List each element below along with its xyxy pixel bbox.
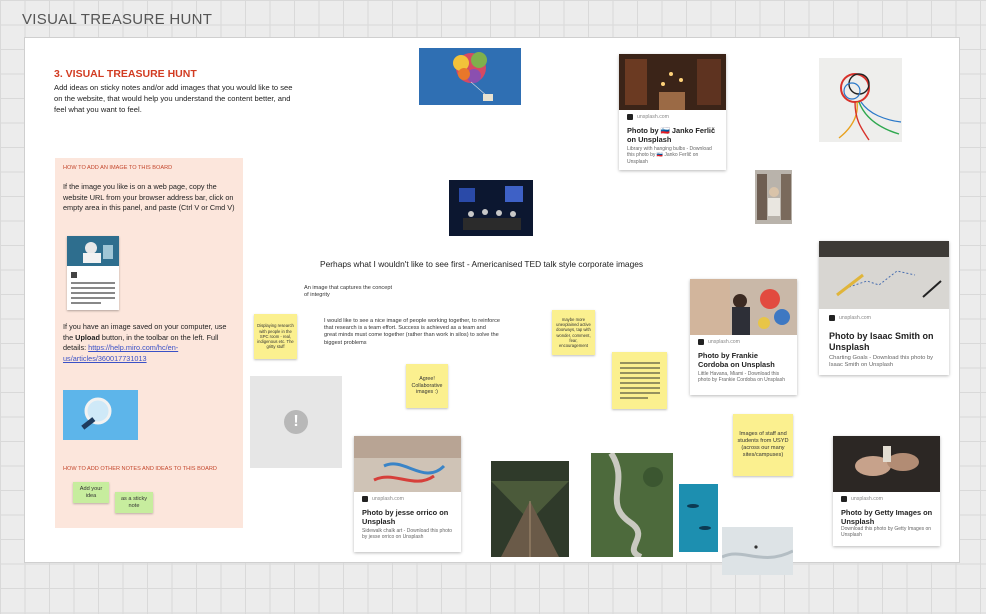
card-title: Photo by Isaac Smith on Unsplash — [829, 331, 934, 352]
example-sticky-add-idea[interactable]: Add your idea — [73, 482, 109, 503]
card-source: unsplash.com — [829, 315, 871, 321]
board-title: VISUAL TREASURE HUNT — [22, 11, 213, 28]
student-library-image[interactable] — [755, 170, 792, 224]
link-card-isaac-smith[interactable] — [819, 241, 949, 375]
panel-heading-add-notes: HOW TO ADD OTHER NOTES AND IDEAS TO THIS BOARD — [63, 466, 217, 472]
hands-image — [833, 436, 940, 492]
card-source: unsplash.com — [841, 496, 883, 502]
link-card-jesse-orrico[interactable] — [354, 436, 461, 552]
panel-text-copy-url: If the image you like is on a web page, copy the website URL from your browser address bar, click on empty area in this panel, and paste (Ctrl V or Cmd V) — [63, 182, 235, 213]
panel-heading-add-image: HOW TO ADD AN IMAGE TO THIS BOARD — [63, 165, 173, 171]
card-description: Little Havana, Miami - Download this photo by Frankie Cordoba on Unsplash — [698, 371, 785, 384]
help-link[interactable]: https://help.miro.com/hc/en-us/articles/360017731013 — [63, 343, 179, 363]
frame-heading: 3. VISUAL TREASURE HUNT — [54, 68, 197, 80]
card-source: unsplash.com — [362, 496, 404, 502]
upload-text-suffix: button, in the toolbar on the left. Full details: — [63, 332, 219, 353]
sticky-note-staff-students[interactable]: Images of staff and students from USYD (across our many sites/campuses) — [733, 414, 793, 476]
sticky-note-doorways[interactable]: maybe more unexplained active doorways, tap with wonder, comment, fear, encouragement — [552, 310, 595, 355]
ocean-swimmers-image[interactable] — [679, 484, 718, 552]
card-description: Library with hanging bulbs - Download this photo by 🇸🇮 Janko Ferlič on Unsplash — [627, 146, 712, 165]
card-description: Download this photo by Getty Images on Unsplash — [841, 526, 932, 539]
upload-text-prefix: If you have an image saved on your computer, use the — [63, 322, 227, 342]
example-sticky-as-note[interactable]: as a sticky note — [115, 492, 153, 513]
tangled-yarn-image[interactable] — [819, 58, 902, 142]
center-comment-text: Perhaps what I wouldn't like to see first - Americanised TED talk style corporate images — [320, 259, 644, 269]
example-webpage-thumbnail[interactable] — [67, 236, 119, 310]
error-icon: ! — [284, 410, 308, 434]
library-image — [619, 54, 726, 110]
sticky-note-agree[interactable]: Agree! Collaborative images :) — [406, 364, 448, 408]
caption-integrity: An image that captures the concept of integrity — [304, 285, 393, 299]
stage-performance-image[interactable] — [449, 180, 533, 236]
card-description: Charting Goals - Download this photo by Isaac Smith on Unsplash — [829, 355, 934, 369]
board-frame[interactable] — [24, 37, 960, 563]
mural-image — [690, 279, 797, 335]
card-title: Photo by Getty Images on Unsplash — [841, 508, 933, 526]
balloons-image[interactable] — [419, 48, 521, 105]
panel-text-upload — [63, 322, 235, 364]
card-source: unsplash.com — [627, 114, 669, 120]
card-title: Photo by Frankie Cordoba on Unsplash — [698, 351, 775, 369]
frame-intro: Add ideas on sticky notes and/or add images that you would like to see on the website, that would help you understand the content better, and feel what you want to feel. — [54, 83, 293, 114]
chalk-art-image — [354, 436, 461, 492]
sticky-note-handwritten[interactable] — [612, 352, 667, 409]
snow-landscape-image[interactable] — [722, 527, 793, 575]
card-description: Sidewalk chalk art - Download this photo by jesse orrico on Unsplash — [362, 528, 453, 541]
card-title: Photo by jesse orrico on Unsplash — [362, 508, 449, 526]
upload-keyword: Upload — [75, 332, 100, 342]
aerial-river-image[interactable] — [591, 453, 673, 557]
card-title: Photo by 🇸🇮 Janko Ferlič on Unsplash — [627, 126, 716, 144]
teamwork-paragraph: I would like to see a nice image of people working together, to reinforce that research is a team effort. Success is achieved as a team and great minds must come together (rather than work in silos) to solve the biggest problems — [324, 318, 500, 346]
charting-goals-image — [819, 241, 949, 309]
link-card-frankie-cordoba[interactable] — [690, 279, 797, 395]
scribble-lines-icon — [618, 359, 662, 403]
instructions-panel[interactable] — [55, 158, 243, 528]
broken-image-placeholder[interactable] — [250, 376, 342, 468]
sticky-note-research[interactable]: Displaying research with people in the SPC room - real, indigenous etc. The gritty stuff — [254, 314, 297, 359]
link-card-janko-ferlic[interactable] — [619, 54, 726, 170]
magnifier-image[interactable] — [63, 390, 138, 440]
suspension-bridge-image[interactable] — [491, 461, 569, 557]
link-card-getty-images[interactable] — [833, 436, 940, 546]
card-source: unsplash.com — [698, 339, 740, 345]
